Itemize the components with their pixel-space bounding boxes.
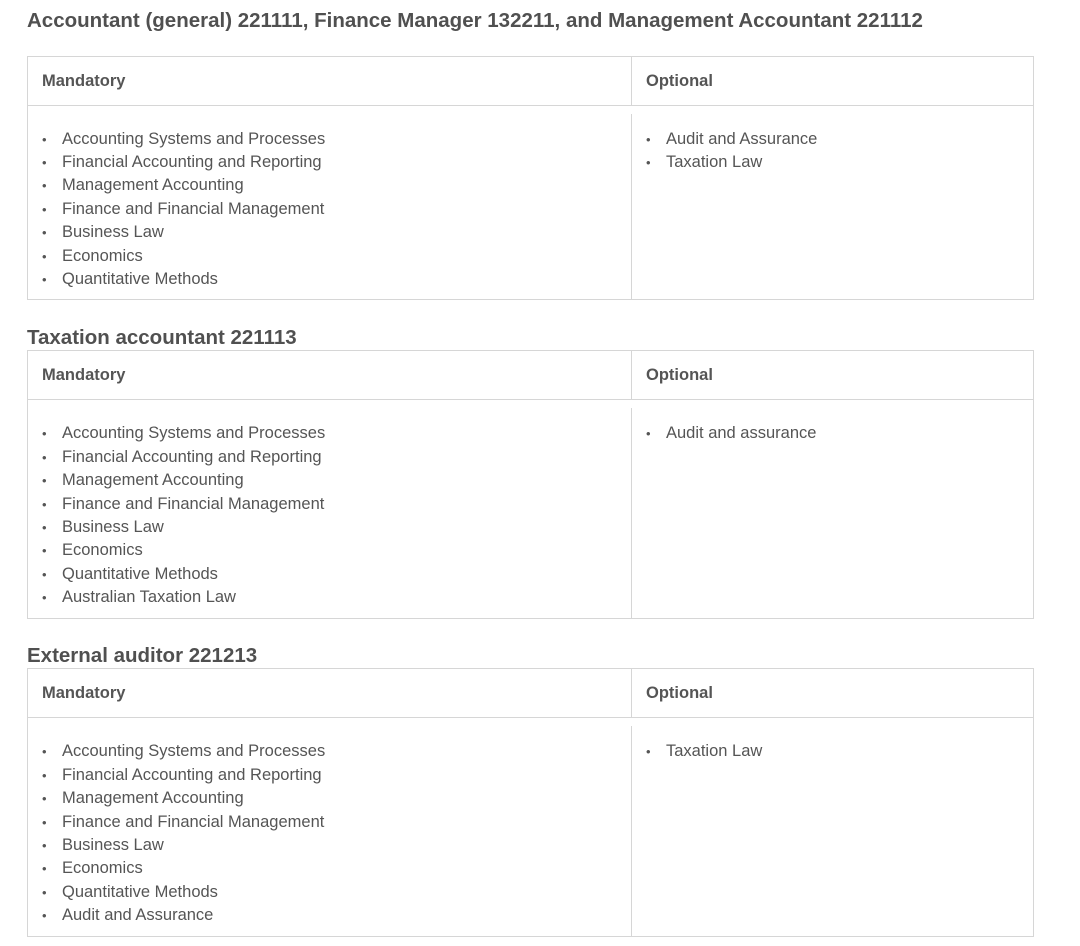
optional-cell bbox=[632, 114, 1033, 299]
optional-header: Optional bbox=[632, 669, 1033, 718]
mandatory-header: Mandatory bbox=[28, 351, 632, 400]
optional-list bbox=[632, 422, 1033, 445]
optional-cell bbox=[632, 408, 1033, 618]
list-item: • Australian Taxation Law bbox=[42, 586, 631, 609]
mandatory-list bbox=[28, 128, 631, 292]
list-item: • Management Accounting bbox=[42, 787, 631, 810]
list-item: • Taxation Law bbox=[646, 151, 1033, 174]
list-item: • Financial Accounting and Reporting bbox=[42, 151, 631, 174]
mandatory-cell bbox=[28, 114, 632, 299]
mandatory-header: Mandatory bbox=[28, 57, 632, 106]
list-item: • Audit and Assurance bbox=[42, 904, 631, 927]
mandatory-list bbox=[28, 422, 631, 609]
requirements-table bbox=[27, 56, 1034, 300]
requirements-table bbox=[27, 350, 1034, 619]
list-item: • Quantitative Methods bbox=[42, 563, 631, 586]
list-item: • Management Accounting bbox=[42, 174, 631, 197]
section-title: Taxation accountant 221113 bbox=[27, 326, 297, 349]
requirements-table bbox=[27, 668, 1034, 937]
list-item: • Finance and Financial Management bbox=[42, 198, 631, 221]
list-item: • Financial Accounting and Reporting bbox=[42, 764, 631, 787]
list-item: • Audit and assurance bbox=[646, 422, 1033, 445]
mandatory-cell bbox=[28, 726, 632, 936]
list-item: • Audit and Assurance bbox=[646, 128, 1033, 151]
list-item: • Quantitative Methods bbox=[42, 881, 631, 904]
list-item: • Finance and Financial Management bbox=[42, 493, 631, 516]
optional-header: Optional bbox=[632, 57, 1033, 106]
list-item: • Accounting Systems and Processes bbox=[42, 128, 631, 151]
list-item: • Finance and Financial Management bbox=[42, 811, 631, 834]
optional-cell bbox=[632, 726, 1033, 936]
list-item: • Accounting Systems and Processes bbox=[42, 740, 631, 763]
list-item: • Business Law bbox=[42, 221, 631, 244]
mandatory-header: Mandatory bbox=[28, 669, 632, 718]
list-item: • Business Law bbox=[42, 834, 631, 857]
list-item: • Management Accounting bbox=[42, 469, 631, 492]
list-item: • Quantitative Methods bbox=[42, 268, 631, 291]
optional-header: Optional bbox=[632, 351, 1033, 400]
list-item: • Business Law bbox=[42, 516, 631, 539]
optional-list bbox=[632, 740, 1033, 763]
section-title: Accountant (general) 221111, Finance Manager 132211, and Management Accountant 221112 bbox=[27, 9, 923, 32]
mandatory-list bbox=[28, 740, 631, 927]
list-item: • Economics bbox=[42, 539, 631, 562]
list-item: • Economics bbox=[42, 245, 631, 268]
mandatory-cell bbox=[28, 408, 632, 618]
optional-list bbox=[632, 128, 1033, 175]
list-item: • Financial Accounting and Reporting bbox=[42, 446, 631, 469]
list-item: • Accounting Systems and Processes bbox=[42, 422, 631, 445]
list-item: • Taxation Law bbox=[646, 740, 1033, 763]
section-title: External auditor 221213 bbox=[27, 644, 258, 667]
list-item: • Economics bbox=[42, 857, 631, 880]
